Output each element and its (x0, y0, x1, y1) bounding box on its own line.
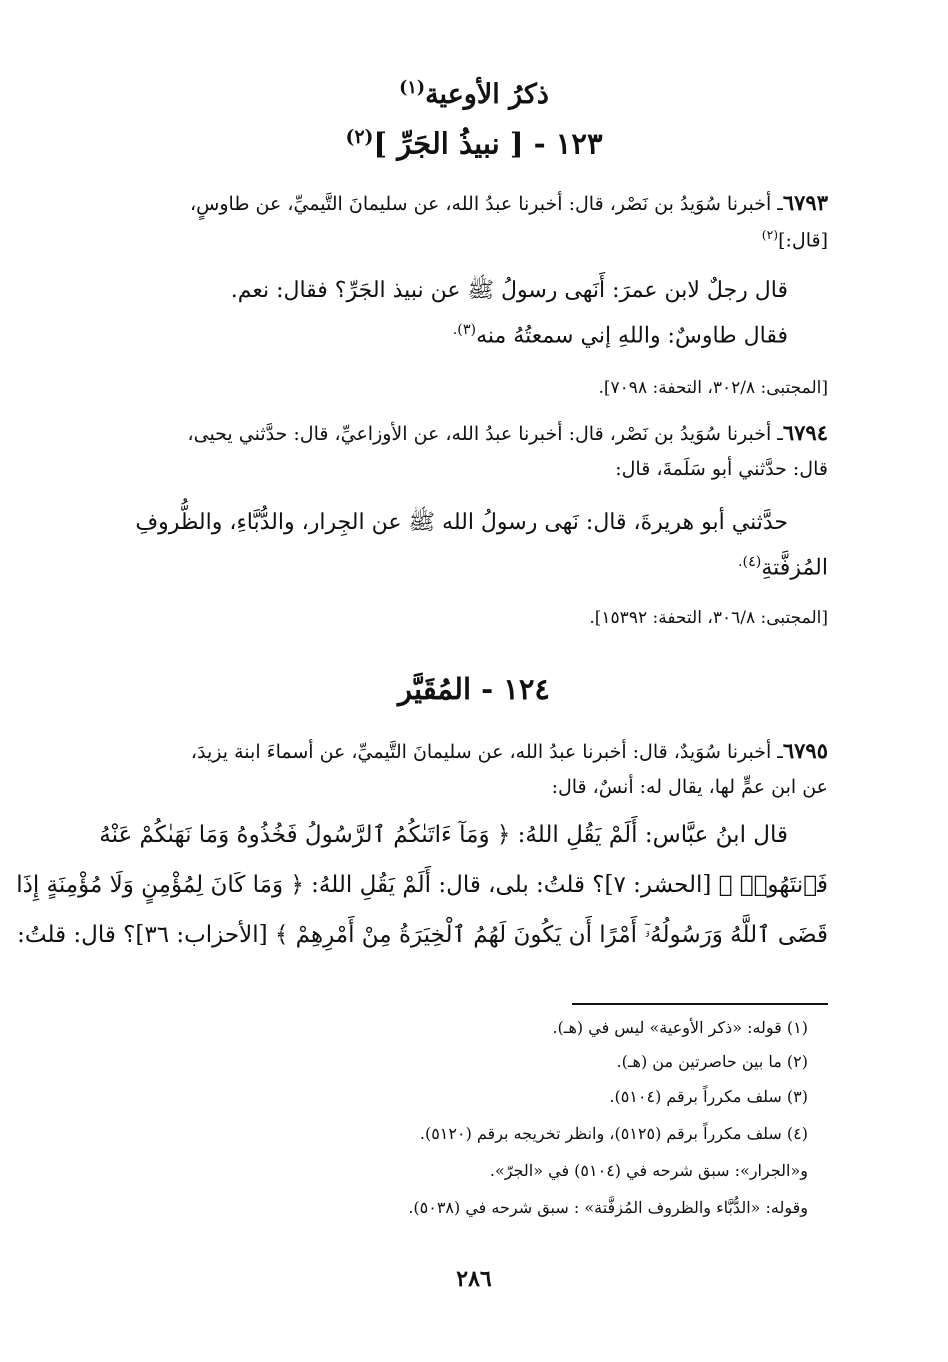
hadith-6793-body-line2 (120, 322, 788, 348)
hadith-6793-body2-text: فقال طاوسٌ: واللهِ إني سمعتُهُ منه (476, 323, 788, 349)
chapter-title-note: (١) (399, 78, 426, 98)
footnote-divider (572, 1003, 828, 1005)
hadith-6793-reference: [المجتبى: ٣٠٢/٨، التحفة: ٧٠٩٨]. (598, 378, 828, 398)
hadith-6795-body-line2: فَٱنتَهُوا۟ ﴾ [الحشر: ٧]؟ قلتُ: بلى، قال: أَلَمْ يَقُلِ اللهُ: ﴿ وَمَا كَانَ لِمُؤْمِنٍ وَلَا مُؤْمِنَةٍ إِذَا (16, 872, 828, 898)
hadith-6793-body2-note: (٣). (452, 322, 477, 338)
footnote-4-continuation-1: و«الجرار»: سبق شرحه في (٥١٠٤) في «الجرّ». (489, 1161, 808, 1180)
hadith-6794-isnad-line2: قال: حدَّثني أبو سَلَمةَ، قال: (615, 458, 828, 480)
hadith-6793-isnad-line1 (120, 190, 828, 215)
hadith-6795-isnad-text: ـ أخبرنا سُوَيدٌ، قال: أخبرنا عبدُ الله، عن سليمانَ التَّيميِّ، عن أسماءَ ابنة يزيدَ، (190, 741, 783, 763)
footnote-4-continuation-2: وقوله: «الدُّبَّاء والظروف المُزفَّتة» : سبق شرحه في (٥٠٣٨). (408, 1198, 808, 1217)
footnote-3: (٣) سلف مكرراً برقم (٥١٠٤). (609, 1087, 808, 1106)
hadith-6795-isnad-line2: عن ابن عمٍّ لها، يقال له: أنسٌ، قال: (551, 776, 828, 798)
hadith-6793-qala: [قال:] (778, 229, 828, 252)
hadith-6794-body2-text: المُزفَّتةِ (761, 555, 828, 581)
page-number: ٢٨٦ (456, 1266, 492, 1292)
footnote-2: (٢) ما بين حاصرتين من (هـ). (616, 1052, 808, 1071)
section-123-title (120, 126, 828, 161)
hadith-6794-isnad-line1 (120, 420, 828, 445)
hadith-6793-isnad-text: ـ أخبرنا سُوَيدُ بن نَصْر، قال: أخبرنا عبدُ الله، عن سليمانَ التَّيميِّ، عن طاوسٍ، (190, 193, 783, 215)
footnote-1: (١) قوله: «ذكر الأوعية» ليس في (هـ). (552, 1018, 808, 1037)
section-124-title: ١٢٤ - المُقَيَّر (397, 672, 551, 706)
hadith-6793-number: ٦٧٩٣ (782, 190, 828, 215)
hadith-6794-body-line2 (120, 554, 828, 580)
hadith-6794-isnad-text: ـ أخبرنا سُوَيدُ بن نَصْر، قال: أخبرنا عبدُ الله، عن الأوزاعيِّ، قال: حدَّثني يحيى، (187, 423, 783, 445)
hadith-6794-body2-note: (٤). (737, 554, 762, 570)
hadith-6793-body-line1: قال رجلٌ لابن عمرَ: أَنَهى رسولُ ﷺ عن نبيذ الجَرِّ؟ فقال: نعم. (230, 278, 788, 303)
hadith-6795-body-line3: قَضَى ٱللَّهُ وَرَسُولُهُۥٓ أَمْرًا أَن يَكُونَ لَهُمُ ٱلْخِيَرَةُ مِنْ أَمْرِهِمْ ﴾ [الأحزاب: ٣٦]؟ قال: قلتُ: (17, 922, 828, 948)
chapter-title-text: ذكرُ الأوعية (425, 79, 549, 110)
hadith-6794-number: ٦٧٩٤ (782, 420, 828, 445)
section-123-text: ١٢٣ - [ نبيذُ الجَرِّ ] (373, 126, 603, 161)
footnote-4: (٤) سلف مكرراً برقم (٥١٢٥)، وانظر تخريجه برقم (٥١٢٠). (419, 1124, 808, 1143)
chapter-title (120, 78, 828, 110)
hadith-6795-isnad-line1 (120, 738, 828, 763)
hadith-6795-body-line1: قال ابنُ عبَّاس: أَلَمْ يَقُلِ اللهُ: ﴿ وَمَآ ءَاتَىٰكُمُ ٱلرَّسُولُ فَخُذُوهُ وَمَا نَهَىٰكُمْ عَنْهُ (99, 822, 788, 848)
hadith-6795-number: ٦٧٩٥ (782, 738, 828, 763)
hadith-6793-isnad-line2 (120, 228, 828, 251)
section-123-note: (٢) (345, 126, 374, 148)
hadith-6793-qala-note: (٢) (761, 228, 779, 242)
hadith-6794-reference: [المجتبى: ٣٠٦/٨، التحفة: ١٥٣٩٢]. (589, 608, 828, 628)
hadith-6794-body-line1: حدَّثني أبو هريرةَ، قال: نَهى رسولُ الله ﷺ عن الجِرار، والدُّبَّاءِ، والظُّروفِ (135, 510, 788, 535)
